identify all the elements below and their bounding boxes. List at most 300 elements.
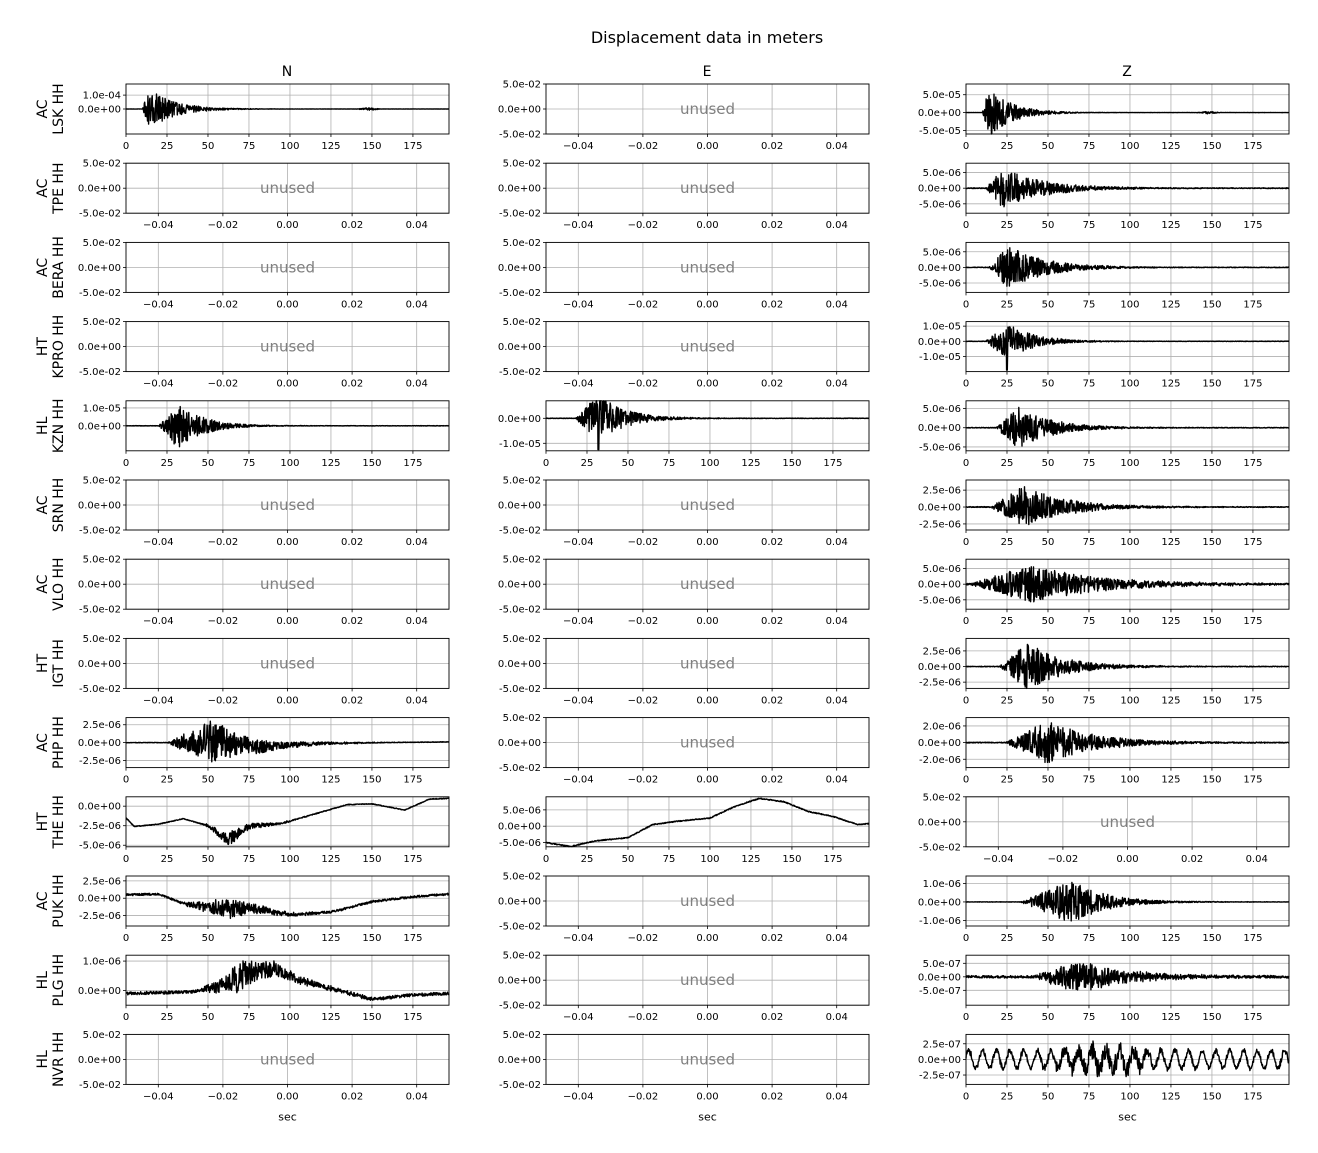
y-tick-label: 0.0e+00 xyxy=(77,1054,121,1066)
x-tick-label: 0.00 xyxy=(696,378,719,390)
x-tick-label: 75 xyxy=(1082,616,1096,628)
x-tick-label: −0.02 xyxy=(627,774,659,786)
x-tick-label: 125 xyxy=(1161,774,1181,786)
x-tick-label: 50 xyxy=(621,853,635,865)
x-tick-label: 0.02 xyxy=(760,933,784,944)
x-tick-label: 25 xyxy=(160,1012,174,1024)
x-tick-label: −0.02 xyxy=(207,695,239,707)
x-tick-label: 50 xyxy=(201,853,215,865)
x-tick-label: 150 xyxy=(1202,1091,1222,1103)
y-tick-label: -5.0e-02 xyxy=(919,842,961,854)
x-tick-label: 0.00 xyxy=(276,299,299,311)
x-tick-label: 0.04 xyxy=(405,1091,428,1103)
y-tick-label: 0.0e+00 xyxy=(917,817,961,829)
x-tick-label: 150 xyxy=(362,1012,382,1024)
x-tick-label: −0.02 xyxy=(627,933,659,944)
y-tick-label: 0.0e+00 xyxy=(917,972,961,984)
x-tick-label: 0.04 xyxy=(825,695,848,707)
x-tick-label: 150 xyxy=(1202,220,1222,232)
y-tick-label: -5.0e-06 xyxy=(919,199,961,211)
x-tick-label: 100 xyxy=(1120,933,1140,944)
x-axis-label: sec xyxy=(278,1110,297,1124)
station-row xyxy=(35,159,1289,232)
trace-panel xyxy=(918,792,1289,865)
y-tick-label: 5.0e-02 xyxy=(502,633,541,645)
x-tick-label: 175 xyxy=(1243,933,1263,944)
x-tick-label: 100 xyxy=(1120,457,1140,469)
x-tick-label: 0.02 xyxy=(760,299,784,311)
trace-panel xyxy=(498,797,869,865)
trace-panel xyxy=(78,159,449,232)
x-axis-label: sec xyxy=(698,1110,717,1124)
x-tick-label: −0.04 xyxy=(562,774,594,786)
y-tick-label: 5.0e-02 xyxy=(502,871,541,883)
x-tick-label: 100 xyxy=(1120,695,1140,707)
x-tick-label: 0 xyxy=(962,695,970,707)
y-tick-label: 0.0e+00 xyxy=(497,658,541,670)
y-tick-label: 0.0e+00 xyxy=(497,262,541,274)
x-tick-label: 125 xyxy=(321,457,341,469)
station-label-line: PHP HH xyxy=(51,716,67,770)
trace-panel xyxy=(498,555,869,628)
x-tick-label: 25 xyxy=(1000,1012,1014,1024)
trace-panel xyxy=(918,322,1289,390)
x-tick-label: 0.00 xyxy=(696,537,719,548)
y-tick-label: 0.0e+00 xyxy=(497,1054,541,1066)
x-tick-label: 50 xyxy=(621,457,635,469)
y-tick-label: -5.0e-06 xyxy=(79,840,121,852)
x-tick-label: 150 xyxy=(1202,537,1222,548)
column-title-z: Z xyxy=(1122,64,1132,80)
trace-panel xyxy=(918,84,1289,152)
y-tick-label: 5.0e-05 xyxy=(922,90,961,102)
y-tick-label: 0.0e+00 xyxy=(917,183,961,195)
y-tick-label: -2.5e-06 xyxy=(79,755,121,767)
x-tick-label: 100 xyxy=(1120,220,1140,232)
y-tick-label: 5.0e-06 xyxy=(922,168,961,180)
unused-label: unused xyxy=(679,892,736,910)
y-tick-label: 5.0e-06 xyxy=(922,403,961,415)
y-tick-label: 1.0e-04 xyxy=(82,90,121,102)
x-tick-label: 0.02 xyxy=(340,537,364,548)
station-label-line: KPRO HH xyxy=(51,314,67,379)
x-tick-label: −0.04 xyxy=(142,1091,174,1103)
x-tick-label: 75 xyxy=(242,774,256,786)
x-tick-label: 0.04 xyxy=(405,695,428,707)
x-tick-label: 100 xyxy=(1120,141,1140,152)
y-tick-label: -5.0e-02 xyxy=(499,525,541,537)
x-tick-label: 0.04 xyxy=(825,933,848,944)
x-tick-label: −0.04 xyxy=(562,1012,594,1024)
x-tick-label: 50 xyxy=(1041,1091,1055,1103)
x-tick-label: 125 xyxy=(321,933,341,944)
x-tick-label: 0 xyxy=(122,774,130,786)
column-title-e: E xyxy=(702,64,712,80)
trace-panel xyxy=(78,876,449,944)
station-row xyxy=(35,713,1289,786)
y-tick-label: -2.5e-06 xyxy=(79,911,121,923)
y-tick-label: 0.0e+00 xyxy=(77,985,121,997)
x-tick-label: 0.04 xyxy=(405,616,428,628)
y-tick-label: -2.5e-06 xyxy=(79,821,121,833)
waveform-trace xyxy=(126,407,449,447)
x-tick-label: 0.00 xyxy=(696,774,719,786)
waveform-trace xyxy=(126,893,449,918)
x-tick-label: 50 xyxy=(1041,774,1055,786)
waveform-trace xyxy=(966,567,1289,602)
x-tick-label: 0.04 xyxy=(825,1091,848,1103)
trace-panel xyxy=(918,955,1289,1023)
x-tick-label: 0 xyxy=(122,457,130,469)
x-tick-label: 150 xyxy=(362,457,382,469)
x-tick-label: 150 xyxy=(1202,616,1222,628)
x-tick-label: 0 xyxy=(962,1012,970,1024)
x-tick-label: 0.02 xyxy=(760,378,784,390)
trace-panel xyxy=(918,559,1289,627)
x-tick-label: 25 xyxy=(160,853,174,865)
y-tick-label: 5.0e-02 xyxy=(502,950,541,962)
x-tick-label: −0.04 xyxy=(562,933,594,944)
x-tick-label: 150 xyxy=(1202,378,1222,390)
trace-panel xyxy=(78,476,449,549)
x-tick-label: 125 xyxy=(321,1012,341,1024)
y-tick-label: -5.0e-06 xyxy=(499,838,541,850)
y-tick-label: 5.0e-02 xyxy=(502,475,541,487)
y-tick-label: 5.0e-02 xyxy=(82,158,121,170)
station-label xyxy=(35,1032,67,1087)
x-tick-label: 0 xyxy=(962,378,970,390)
station-row xyxy=(35,555,1289,628)
y-tick-label: -5.0e-02 xyxy=(499,129,541,141)
x-tick-label: 75 xyxy=(242,1012,256,1024)
y-tick-label: -5.0e-06 xyxy=(919,442,961,454)
x-tick-label: 25 xyxy=(1000,774,1014,786)
waveform-trace xyxy=(126,94,449,124)
x-tick-label: −0.02 xyxy=(207,220,239,232)
x-tick-label: 0 xyxy=(962,616,970,628)
station-label-line: PLG HH xyxy=(51,953,67,1007)
waveform-trace xyxy=(966,964,1289,990)
x-tick-label: 0 xyxy=(122,853,130,865)
x-tick-label: 175 xyxy=(1243,220,1263,232)
x-tick-label: 175 xyxy=(1243,378,1263,390)
trace-panel xyxy=(918,401,1289,469)
x-tick-label: −0.02 xyxy=(207,299,239,311)
y-tick-label: -2.5e-06 xyxy=(919,519,961,531)
x-tick-label: 0.02 xyxy=(760,537,784,548)
x-tick-label: 175 xyxy=(823,457,843,469)
unused-label: unused xyxy=(679,337,736,356)
x-tick-label: 0.04 xyxy=(825,220,848,232)
waveform-trace xyxy=(126,961,449,1000)
x-tick-label: 25 xyxy=(160,457,174,469)
y-tick-label: -5.0e-02 xyxy=(79,208,121,220)
x-tick-label: 0.02 xyxy=(340,220,364,232)
x-tick-label: 0.04 xyxy=(405,378,428,390)
x-tick-label: 50 xyxy=(201,933,215,944)
y-tick-label: 0.0e+00 xyxy=(497,104,541,116)
x-tick-label: 50 xyxy=(1041,1012,1055,1024)
x-tick-label: −0.04 xyxy=(562,141,594,152)
x-tick-label: 100 xyxy=(1120,1012,1140,1024)
station-label-line: IGT HH xyxy=(51,639,67,688)
unused-label: unused xyxy=(679,1050,736,1069)
x-tick-label: 175 xyxy=(403,774,423,786)
y-tick-label: 0.0e+00 xyxy=(77,658,121,670)
y-tick-label: 5.0e-07 xyxy=(922,958,961,970)
waveform-trace xyxy=(546,798,869,846)
y-tick-label: 0.0e+00 xyxy=(77,421,121,433)
x-tick-label: 100 xyxy=(1120,1091,1140,1103)
x-tick-label: 175 xyxy=(403,457,423,469)
waveform-trace xyxy=(966,94,1289,134)
x-tick-label: 175 xyxy=(1243,616,1263,628)
y-tick-label: 5.0e-02 xyxy=(82,475,121,487)
x-tick-label: 100 xyxy=(700,457,720,469)
x-tick-label: 0.02 xyxy=(340,378,364,390)
x-tick-label: 50 xyxy=(1041,378,1055,390)
x-tick-label: 175 xyxy=(1243,537,1263,548)
trace-panel xyxy=(78,317,449,390)
x-tick-label: 0.04 xyxy=(825,141,848,152)
station-label-line: LSK HH xyxy=(51,83,67,135)
y-tick-label: 5.0e-06 xyxy=(502,805,541,817)
x-tick-label: 50 xyxy=(1041,933,1055,944)
y-tick-label: -5.0e-02 xyxy=(499,367,541,379)
station-row xyxy=(35,315,1289,390)
y-tick-label: -5.0e-02 xyxy=(499,683,541,695)
x-tick-label: 0.04 xyxy=(825,378,848,390)
x-tick-label: 0.00 xyxy=(696,220,719,232)
x-tick-label: 125 xyxy=(1161,299,1181,311)
x-tick-label: 125 xyxy=(741,853,761,865)
x-tick-label: 25 xyxy=(1000,457,1014,469)
y-tick-label: 1.0e-06 xyxy=(82,956,121,968)
trace-panel xyxy=(918,242,1289,310)
x-tick-label: 150 xyxy=(1202,141,1222,152)
station-label xyxy=(35,398,67,453)
station-label-line: AC xyxy=(35,891,51,911)
x-tick-label: 25 xyxy=(1000,378,1014,390)
y-tick-label: 0.0e+00 xyxy=(497,821,541,833)
x-axis-label: sec xyxy=(1118,1110,1137,1124)
unused-label: unused xyxy=(679,179,736,198)
y-tick-label: -5.0e-02 xyxy=(499,287,541,299)
x-tick-label: 0 xyxy=(962,457,970,469)
waveform-trace xyxy=(966,487,1289,525)
x-tick-label: 150 xyxy=(362,853,382,865)
x-tick-label: 175 xyxy=(1243,299,1263,311)
station-label-line: HL xyxy=(35,971,51,990)
y-tick-label: -2.5e-07 xyxy=(919,1070,961,1082)
x-tick-label: 0.02 xyxy=(1180,853,1204,865)
station-label-line: AC xyxy=(35,574,51,594)
x-tick-label: 100 xyxy=(280,853,300,865)
x-tick-label: −0.02 xyxy=(627,378,659,390)
y-tick-label: 0.0e+00 xyxy=(497,975,541,987)
y-tick-label: 0.0e+00 xyxy=(917,897,961,909)
waveform-trace xyxy=(966,723,1289,763)
waveform-trace xyxy=(966,248,1289,286)
column-title-n: N xyxy=(281,64,293,80)
x-tick-label: 150 xyxy=(362,141,382,152)
y-tick-label: 1.0e-05 xyxy=(922,321,961,333)
x-tick-label: 50 xyxy=(1041,299,1055,311)
x-tick-label: −0.02 xyxy=(207,616,239,628)
y-tick-label: -1.0e-05 xyxy=(919,351,961,363)
x-tick-label: −0.02 xyxy=(627,695,659,707)
x-tick-label: 25 xyxy=(1000,616,1014,628)
y-tick-label: -1.0e-06 xyxy=(919,915,961,927)
x-tick-label: 125 xyxy=(321,141,341,152)
station-label-line: HT xyxy=(35,337,51,357)
y-tick-label: 5.0e-02 xyxy=(502,554,541,566)
trace-panel xyxy=(498,317,869,390)
x-tick-label: 150 xyxy=(782,853,802,865)
x-tick-label: 125 xyxy=(741,457,761,469)
x-tick-label: −0.02 xyxy=(1047,853,1079,865)
y-tick-label: -5.0e-02 xyxy=(79,683,121,695)
y-tick-label: 5.0e-06 xyxy=(922,247,961,259)
x-tick-label: 75 xyxy=(1082,1012,1096,1024)
x-tick-label: 0.02 xyxy=(340,299,364,311)
x-tick-label: −0.04 xyxy=(142,299,174,311)
trace-panel xyxy=(78,401,449,469)
x-tick-label: 75 xyxy=(1082,220,1096,232)
station-label-line: AC xyxy=(35,733,51,753)
unused-label: unused xyxy=(679,654,736,673)
x-tick-label: 75 xyxy=(662,457,676,469)
x-tick-label: 175 xyxy=(823,853,843,865)
y-tick-label: 1.0e-06 xyxy=(922,878,961,890)
x-tick-label: −0.04 xyxy=(562,537,594,548)
station-label-line: PUK HH xyxy=(51,874,67,928)
x-tick-label: 75 xyxy=(1082,537,1096,548)
y-tick-label: -5.0e-02 xyxy=(499,604,541,616)
station-label-line: SRN HH xyxy=(51,477,67,533)
y-tick-label: 0.0e+00 xyxy=(77,738,121,750)
trace-panel xyxy=(498,80,869,153)
y-tick-label: 0.0e+00 xyxy=(497,342,541,354)
x-tick-label: 150 xyxy=(782,457,802,469)
y-tick-label: -5.0e-07 xyxy=(919,985,961,997)
y-tick-label: 0.0e+00 xyxy=(917,662,961,674)
x-tick-label: 175 xyxy=(403,853,423,865)
y-tick-label: 0.0e+00 xyxy=(917,108,961,120)
y-tick-label: 5.0e-06 xyxy=(922,564,961,576)
x-tick-label: 50 xyxy=(1041,616,1055,628)
y-tick-label: -5.0e-02 xyxy=(79,604,121,616)
x-tick-label: 100 xyxy=(1120,378,1140,390)
y-tick-label: -5.0e-02 xyxy=(79,1079,121,1091)
y-tick-label: 5.0e-02 xyxy=(82,1029,121,1041)
x-tick-label: 75 xyxy=(242,853,256,865)
station-label xyxy=(35,795,67,849)
x-tick-label: −0.02 xyxy=(207,378,239,390)
y-tick-label: 0.0e+00 xyxy=(917,336,961,348)
station-label-line: HT xyxy=(35,812,51,832)
x-tick-label: −0.04 xyxy=(562,616,594,628)
x-tick-label: 0.00 xyxy=(276,616,299,628)
x-tick-label: 0.00 xyxy=(696,1012,719,1024)
x-tick-label: 125 xyxy=(1161,378,1181,390)
x-tick-label: 100 xyxy=(1120,774,1140,786)
x-tick-label: −0.04 xyxy=(562,299,594,311)
y-tick-label: 5.0e-02 xyxy=(82,633,121,645)
x-tick-label: 75 xyxy=(1082,1091,1096,1103)
trace-panel xyxy=(498,1030,869,1124)
waveform-trace xyxy=(966,173,1289,207)
x-tick-label: 25 xyxy=(160,933,174,944)
trace-panel xyxy=(498,634,869,707)
x-tick-label: 75 xyxy=(1082,378,1096,390)
x-tick-label: 0.04 xyxy=(405,537,428,548)
x-tick-label: 0.02 xyxy=(340,695,364,707)
x-tick-label: 75 xyxy=(662,853,676,865)
x-tick-label: 50 xyxy=(201,141,215,152)
x-tick-label: 0.04 xyxy=(825,537,848,548)
station-label xyxy=(35,315,67,379)
x-tick-label: −0.02 xyxy=(627,1012,659,1024)
station-label-line: BERA HH xyxy=(51,236,67,299)
x-tick-label: 50 xyxy=(201,1012,215,1024)
station-label xyxy=(35,557,67,610)
station-label xyxy=(35,163,67,215)
x-tick-label: 25 xyxy=(580,457,594,469)
y-tick-label: -5.0e-06 xyxy=(919,595,961,607)
y-tick-label: 0.0e+00 xyxy=(77,801,121,813)
x-tick-label: 0.04 xyxy=(1245,853,1268,865)
x-tick-label: 25 xyxy=(580,853,594,865)
y-tick-label: 2.5e-06 xyxy=(82,876,121,888)
x-tick-label: 75 xyxy=(1082,299,1096,311)
trace-panel xyxy=(918,163,1289,231)
station-label xyxy=(35,236,67,299)
x-tick-label: 50 xyxy=(201,457,215,469)
x-tick-label: 0.00 xyxy=(276,378,299,390)
waveform-trace xyxy=(126,798,449,844)
trace-panel xyxy=(78,1030,449,1124)
x-tick-label: 125 xyxy=(321,774,341,786)
station-label xyxy=(35,83,67,134)
unused-label: unused xyxy=(259,179,316,198)
x-tick-label: 100 xyxy=(1120,616,1140,628)
x-tick-label: 0.04 xyxy=(825,774,848,786)
y-tick-label: 0.0e+00 xyxy=(77,579,121,591)
x-tick-label: 125 xyxy=(1161,457,1181,469)
y-tick-label: 0.0e+00 xyxy=(917,1054,961,1066)
unused-label: unused xyxy=(259,575,316,594)
y-tick-label: -5.0e-02 xyxy=(499,763,541,775)
station-label-line: AC xyxy=(35,178,51,198)
y-tick-label: 0.0e+00 xyxy=(497,738,541,750)
x-tick-label: 75 xyxy=(242,457,256,469)
trace-panel xyxy=(918,876,1289,944)
x-tick-label: 0 xyxy=(122,141,130,152)
y-tick-label: -5.0e-02 xyxy=(79,525,121,537)
station-row xyxy=(35,236,1289,310)
x-tick-label: 25 xyxy=(1000,141,1014,152)
x-tick-label: 0 xyxy=(962,537,970,548)
x-tick-label: 50 xyxy=(1041,141,1055,152)
x-tick-label: 25 xyxy=(1000,1091,1014,1103)
x-tick-label: 150 xyxy=(1202,299,1222,311)
x-tick-label: 75 xyxy=(1082,695,1096,707)
y-tick-label: 0.0e+00 xyxy=(917,423,961,435)
x-tick-label: 0.02 xyxy=(340,1091,364,1103)
y-tick-label: 0.0e+00 xyxy=(917,579,961,591)
unused-label: unused xyxy=(679,733,736,752)
